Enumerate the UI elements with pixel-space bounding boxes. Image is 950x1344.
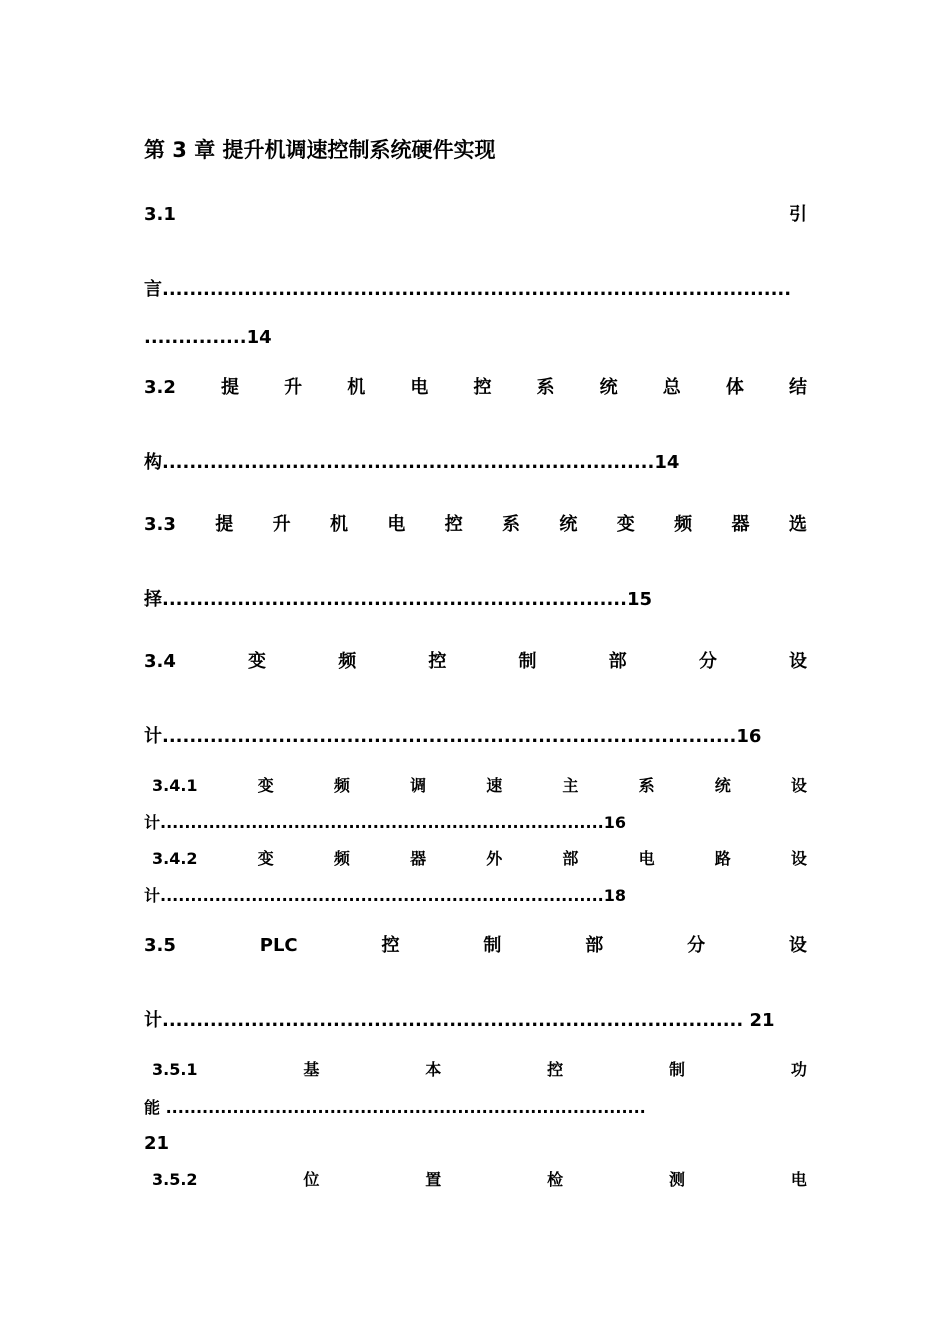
toc-heading-char: 统: [559, 514, 578, 535]
toc-heading-char: 变: [257, 849, 274, 868]
toc-heading-char: 系: [502, 514, 521, 535]
toc-entry-3-5-continuation[interactable]: [144, 1008, 807, 1034]
toc-heading-char: 总: [662, 377, 681, 398]
toc-section-number: 3.4.2: [152, 849, 198, 868]
toc-entry-text: 计: [144, 813, 161, 832]
toc-heading-char: 控: [547, 1060, 564, 1079]
toc-page-number: 18: [603, 886, 626, 905]
toc-entry-3-5-1-heading[interactable]: [144, 1059, 807, 1081]
toc-section-number: 3.4: [144, 651, 176, 672]
toc-heading-char: 频: [333, 849, 350, 868]
toc-heading-char: 检: [547, 1170, 564, 1189]
toc-entry-3-5-2-heading[interactable]: [144, 1169, 807, 1191]
toc-heading-char: 频: [333, 776, 350, 795]
toc-heading-char: 部: [562, 849, 579, 868]
toc-heading-char: 设: [788, 935, 807, 956]
toc-heading-char: 控: [473, 377, 492, 398]
toc-leader-dots: ....................................................................................: [162, 726, 737, 747]
toc-heading-char: 控: [381, 935, 400, 956]
toc-page-number: 15: [626, 589, 653, 610]
toc-heading-char: 测: [669, 1170, 686, 1189]
toc-heading-char: 提: [215, 514, 234, 535]
toc-page-number: 14: [246, 327, 272, 348]
toc-leader-dots: ....................................................................: [162, 589, 627, 610]
toc-page-number: 16: [603, 813, 626, 832]
toc-page-number: 21: [144, 1133, 170, 1154]
toc-entry-3-5-1-page-line[interactable]: [144, 1131, 807, 1157]
toc-page-number: 21: [743, 1010, 775, 1031]
toc-heading-char: 主: [562, 776, 579, 795]
toc-entry-3-1-continuation[interactable]: [144, 277, 807, 303]
toc-heading-char: 分: [698, 651, 717, 672]
toc-entry-3-4-heading[interactable]: [144, 649, 807, 675]
toc-section-number: 3.3: [144, 514, 176, 535]
toc-heading-char: 引: [789, 204, 807, 225]
toc-heading-char: 控: [444, 514, 463, 535]
toc-entry-3-3-heading[interactable]: [144, 512, 807, 538]
toc-heading-char: 统: [714, 776, 731, 795]
toc-entry-3-4-2-continuation[interactable]: [144, 885, 807, 907]
toc-heading-char: 制: [483, 935, 502, 956]
toc-entry-3-2-continuation[interactable]: [144, 450, 807, 476]
toc-section-number: 3.5.2: [152, 1170, 198, 1189]
toc-heading-char: 制: [669, 1060, 686, 1079]
toc-entry-text: 构: [144, 452, 162, 473]
toc-entry-text: 计: [144, 886, 161, 905]
toc-entry-text: 言: [144, 279, 162, 300]
toc-leader-dots: .........................................................................: [160, 813, 604, 832]
toc-heading-char: 设: [790, 849, 807, 868]
toc-heading-char: 选: [788, 514, 807, 535]
toc-leader-dots: ........................................................................: [162, 452, 655, 473]
toc-entry-text: 计: [144, 1010, 162, 1031]
toc-entry-3-1-heading[interactable]: [144, 202, 807, 228]
toc-heading-char: 系: [638, 776, 655, 795]
toc-heading-char: 频: [674, 514, 693, 535]
toc-heading-char: 变: [248, 651, 267, 672]
toc-entry-3-5-heading[interactable]: [144, 933, 807, 959]
toc-leader-dots: ...............................................................................: [160, 1098, 646, 1117]
chapter-title: 第 3 章 提升机调速控制系统硬件实现: [144, 138, 496, 162]
toc-section-number: 3.1: [144, 204, 176, 225]
toc-heading-char: 电: [410, 377, 429, 398]
toc-page-number: 16: [736, 726, 762, 747]
toc-entry-3-1-page-line[interactable]: [144, 325, 807, 351]
toc-entry-3-4-continuation[interactable]: [144, 724, 807, 750]
toc-section-number: 3.2: [144, 377, 176, 398]
toc-entry-3-2-heading[interactable]: [144, 375, 807, 401]
toc-heading-char: 机: [347, 377, 366, 398]
toc-heading-char: 升: [272, 514, 291, 535]
toc-heading-char: 设: [788, 651, 807, 672]
toc-heading-char: 变: [616, 514, 635, 535]
toc-heading-char: 电: [638, 849, 655, 868]
toc-heading-char: 设: [790, 776, 807, 795]
toc-heading-char: 提: [221, 377, 239, 398]
toc-leader-dots: .........................................................................: [160, 886, 604, 905]
toc-leader-dots: ............................................................................................: [162, 279, 792, 300]
toc-entry-text: 能: [144, 1098, 161, 1117]
toc-heading-char: 置: [425, 1170, 442, 1189]
toc-heading-char: 器: [731, 514, 750, 535]
toc-heading-char: 位: [303, 1170, 320, 1189]
toc-heading-char: 外: [486, 849, 503, 868]
toc-entry-3-4-1-heading[interactable]: [144, 775, 807, 797]
toc-heading-char: 基: [303, 1060, 320, 1079]
toc-leader-dots: ...............: [144, 327, 247, 348]
toc-heading-char: 控: [428, 651, 447, 672]
toc-heading-char: 本: [425, 1060, 442, 1079]
toc-entry-3-5-1-continuation[interactable]: [144, 1097, 807, 1119]
toc-section-number: 3.4.1: [152, 776, 198, 795]
toc-entry-text: 择: [144, 589, 162, 610]
toc-heading-char: 部: [608, 651, 627, 672]
toc-heading-char: 功: [790, 1060, 807, 1079]
toc-entry-3-4-2-heading[interactable]: [144, 848, 807, 870]
toc-heading-char: 器: [410, 849, 427, 868]
toc-heading-char: 频: [338, 651, 357, 672]
toc-heading-char: 调: [410, 776, 427, 795]
toc-heading-char: 机: [329, 514, 348, 535]
toc-entry-3-3-continuation[interactable]: [144, 587, 807, 613]
toc-heading-char: 体: [725, 377, 744, 398]
toc-entry-text: 计: [144, 726, 162, 747]
toc-entry-3-4-1-continuation[interactable]: [144, 812, 807, 834]
toc-heading-char: 系: [536, 377, 555, 398]
toc-heading-char: 速: [486, 776, 503, 795]
toc-leader-dots: .....................................................................................: [162, 1010, 744, 1031]
toc-heading-char: 制: [518, 651, 537, 672]
toc-section-number: 3.5.1: [152, 1060, 198, 1079]
toc-page-number: 14: [654, 452, 680, 473]
toc-heading-char: 电: [387, 514, 406, 535]
toc-heading-char: 结: [788, 377, 807, 398]
toc-heading-char: 部: [585, 935, 604, 956]
toc-heading-char: 路: [714, 849, 731, 868]
toc-heading-char: 电: [790, 1170, 807, 1189]
toc-section-number: 3.5: [144, 935, 176, 956]
toc-heading-char: 升: [284, 377, 303, 398]
toc-heading-char: PLC: [259, 935, 298, 956]
toc-heading-char: 变: [257, 776, 274, 795]
toc-heading-char: 分: [687, 935, 706, 956]
toc-heading-char: 统: [599, 377, 618, 398]
